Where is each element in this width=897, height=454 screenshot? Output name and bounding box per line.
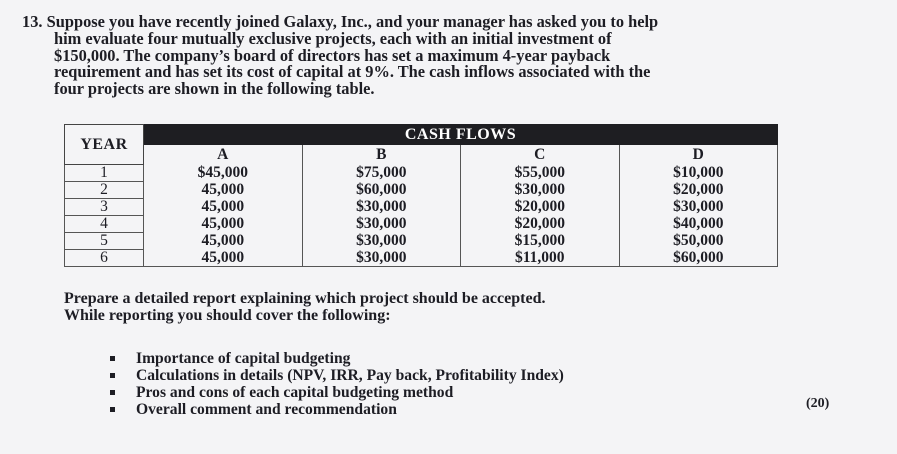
table-row bbox=[65, 215, 778, 232]
marks-label: (20) bbox=[806, 396, 830, 411]
requirements-list bbox=[110, 350, 564, 418]
project-d-header: D bbox=[619, 145, 778, 165]
list-item: Calculations in details (NPV, IRR, Pay back, Profitability Index) bbox=[110, 367, 564, 384]
cell-b: $75,000 bbox=[302, 164, 461, 181]
year-cell: 4 bbox=[65, 215, 144, 232]
project-a-header: A bbox=[144, 145, 303, 165]
cell-c: $11,000 bbox=[461, 249, 620, 266]
cell-a: 45,000 bbox=[144, 198, 303, 215]
cell-a: 45,000 bbox=[144, 249, 303, 266]
cell-d: $10,000 bbox=[619, 164, 778, 181]
table-row bbox=[65, 232, 778, 249]
question-number: 13. bbox=[22, 12, 43, 31]
cell-b: $30,000 bbox=[302, 249, 461, 266]
table-row bbox=[65, 198, 778, 215]
question-line-5: four projects are shown in the following table. bbox=[54, 79, 375, 99]
cell-b: $60,000 bbox=[302, 181, 461, 198]
cell-d: $50,000 bbox=[619, 232, 778, 249]
year-cell: 3 bbox=[65, 198, 144, 215]
table-row bbox=[65, 249, 778, 266]
cell-a: 45,000 bbox=[144, 215, 303, 232]
report-line-1: Prepare a detailed report explaining which project should be accepted. bbox=[64, 290, 546, 307]
year-cell: 2 bbox=[65, 181, 144, 198]
cell-c: $30,000 bbox=[461, 181, 620, 198]
cell-b: $30,000 bbox=[302, 215, 461, 232]
cell-c: $15,000 bbox=[461, 232, 620, 249]
cell-d: $30,000 bbox=[619, 198, 778, 215]
question-line-4: requirement and has set its cost of capital at 9%. The cash inflows associated with the bbox=[54, 62, 651, 82]
year-cell: 6 bbox=[65, 249, 144, 266]
cash-flow-table bbox=[64, 124, 778, 267]
list-item: Pros and cons of each capital budgeting method bbox=[110, 384, 564, 401]
cell-a: 45,000 bbox=[144, 232, 303, 249]
cell-b: $30,000 bbox=[302, 232, 461, 249]
cell-d: $20,000 bbox=[619, 181, 778, 198]
cell-c: $55,000 bbox=[461, 164, 620, 181]
cell-d: $40,000 bbox=[619, 215, 778, 232]
table-row bbox=[65, 164, 778, 181]
year-cell: 5 bbox=[65, 232, 144, 249]
report-line-2: While reporting you should cover the following: bbox=[64, 307, 391, 324]
question-line-1: 13. Suppose you have recently joined Galaxy, Inc., and your manager has asked you to help bbox=[22, 12, 659, 31]
question-line-3: $150,000. The company’s board of directors has set a maximum 4-year payback bbox=[54, 45, 611, 65]
cell-c: $20,000 bbox=[461, 198, 620, 215]
cash-flows-header: CASH FLOWS bbox=[144, 125, 778, 145]
cell-c: $20,000 bbox=[461, 215, 620, 232]
project-b-header: B bbox=[302, 145, 461, 165]
cell-a: $45,000 bbox=[144, 164, 303, 181]
table-row bbox=[65, 181, 778, 198]
bullet-icon bbox=[110, 373, 115, 378]
bullet-icon bbox=[110, 356, 115, 361]
year-header: YEAR bbox=[65, 125, 144, 165]
question-text bbox=[22, 14, 862, 98]
cell-d: $60,000 bbox=[619, 249, 778, 266]
bullet-icon bbox=[110, 407, 115, 412]
year-cell: 1 bbox=[65, 164, 144, 181]
project-c-header: C bbox=[461, 145, 620, 165]
question-line-2: him evaluate four mutually exclusive projects, each with an initial investment of bbox=[54, 28, 612, 48]
list-item: Overall comment and recommendation bbox=[110, 401, 564, 418]
report-instructions bbox=[64, 290, 545, 324]
list-item: Importance of capital budgeting bbox=[110, 350, 564, 367]
bullet-icon bbox=[110, 390, 115, 395]
cell-a: 45,000 bbox=[144, 181, 303, 198]
cell-b: $30,000 bbox=[302, 198, 461, 215]
